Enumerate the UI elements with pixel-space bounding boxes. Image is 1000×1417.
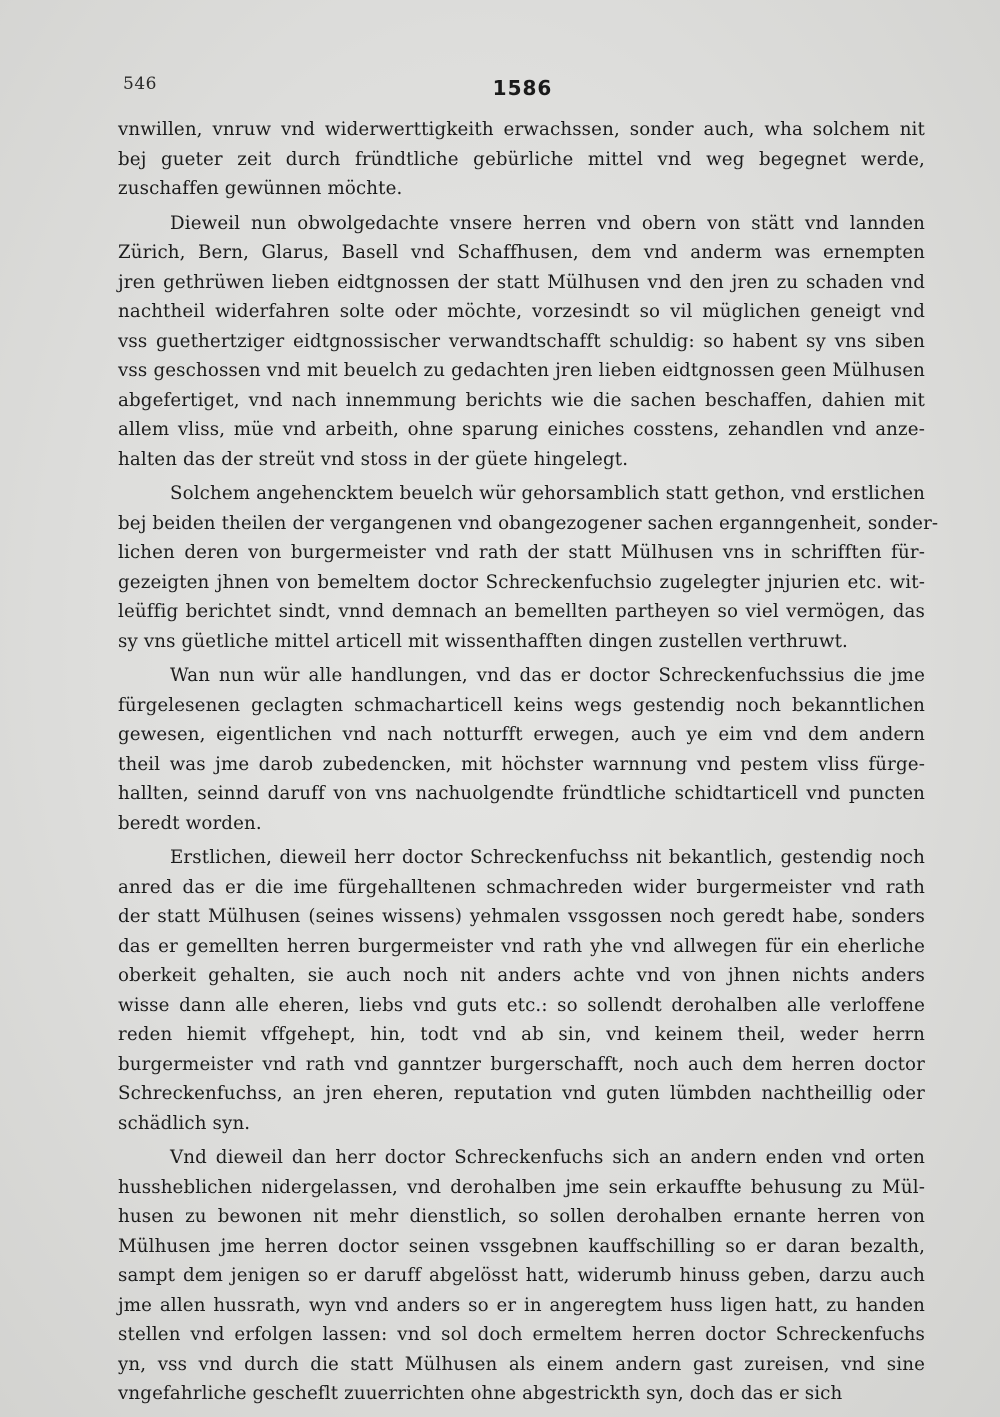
- text-line: vngefahrliche gescheflt zuuerrichten ohne abgestrickth syn, doch das er sich: [118, 1383, 843, 1404]
- paragraph: [118, 479, 939, 656]
- text-line: husen zu bewonen nit mehr dienstlich, so sollen derohalben ernante herren von: [118, 1206, 925, 1227]
- text-line: stellen vnd erfolgen lassen: vnd sol doch ermeltem herren doctor Schreckenfuchs: [118, 1324, 925, 1345]
- text-line: Mülhusen jme herren doctor seinen vssgebnen kauffschilling so er daran bezalth,: [118, 1235, 925, 1257]
- text-line: fürgelesenen geclagten schmacharticell keins wegs gestendig noch bekanntlichen: [118, 694, 925, 716]
- text-line: theil was jme darob zubedencken, mit höchster warnnung vnd pestem vliss fürge-: [118, 753, 925, 775]
- text-line: bej beiden theilen der vergangenen vnd obangezogener sachen erganngenheit, sonder-: [118, 512, 939, 534]
- text-line: halten das der streüt vnd stoss in der güete hingelegt.: [118, 448, 629, 470]
- text-line: Solchem angehencktem beuelch wür gehorsamblich statt gethon, vnd erstlichen: [170, 483, 925, 504]
- paragraph: [118, 661, 925, 838]
- paragraph: [118, 843, 925, 1138]
- text-line: yn, vss vnd durch die statt Mülhusen als einem andern gast zureisen, vnd sine: [118, 1353, 925, 1375]
- text-line: nachtheil widerfahren solte oder möchte, vorzesindt so vil müglichen geneigt vnd: [118, 301, 925, 322]
- text-line: wisse dann alle eheren, liebs vnd guts etc.: so sollendt derohalben alle verloffene: [118, 994, 925, 1016]
- text-line: zuschaffen gewünnen möchte.: [118, 178, 403, 199]
- text-line: oberkeit gehalten, sie auch noch nit anders achte vnd von jhnen nichts anders: [118, 965, 925, 986]
- text-line: vss geschossen vnd mit beuelch zu gedachten jren lieben eidtgnossen geen Mülhusen: [118, 360, 925, 381]
- text-line: beredt worden.: [118, 812, 262, 834]
- text-line: Vnd dieweil dan herr doctor Schreckenfuchs sich an andern enden vnd orten: [170, 1147, 925, 1168]
- text-line: sampt dem jenigen so er daruff abgelösst hatt, widerumb hinuss geben, darzu auch: [118, 1265, 925, 1286]
- text-line: Zürich, Bern, Glarus, Basell vnd Schaffhusen, dem vnd anderm was ernempten: [118, 242, 925, 263]
- text-line: sy vns güetliche mittel articell mit wissenthafften dingen zustellen verthruwt.: [118, 630, 848, 652]
- text-line: jren gethrüwen lieben eidtgnossen der statt Mülhusen vnd den jren zu schaden vnd: [118, 271, 925, 293]
- text-line: Dieweil nun obwolgedachte vnsere herren vnd obern von stätt vnd lannden: [170, 212, 925, 234]
- text-line: der statt Mülhusen (seines wissens) yehmalen vssgossen noch geredt habe, sonders: [118, 906, 925, 927]
- text-line: gezeigten jhnen von bemeltem doctor Schreckenfuchsio zugelegter jnjurien etc. wit-: [118, 571, 925, 593]
- text-line: Wan nun wür alle handlungen, vnd das er doctor Schreckenfuchssius die jme: [170, 665, 925, 686]
- year-heading: 1586: [492, 76, 553, 100]
- text-line: burgermeister vnd rath vnd ganntzer burgerschafft, noch auch dem herren doctor: [118, 1053, 925, 1075]
- text-line: vnwillen, vnruw vnd widerwerttigkeith erwachssen, sonder auch, wha solchem nit: [118, 119, 925, 140]
- paragraph: [118, 1143, 925, 1409]
- text-line: jme allen hussrath, wyn vnd anders so er in angeregtem huss ligen hatt, zu handen: [118, 1294, 925, 1316]
- paragraph: [118, 115, 925, 204]
- page-number: 546: [123, 74, 157, 94]
- text-line: das er gemellten herren burgermeister vnd rath yhe vnd allwegen für ein eherliche: [118, 935, 925, 957]
- text-line: reden hiemit vffgehept, hin, todt vnd ab sin, vnd keinem theil, weder herrn: [118, 1024, 925, 1045]
- text-line: anred das er die ime fürgehalltenen schmachreden wider burgermeister vnd rath: [118, 876, 925, 898]
- text-line: Schreckenfuchss, an jren eheren, reputation vnd guten lümbden nachtheillig oder: [118, 1083, 925, 1104]
- text-line: husshеblichen nidergelassen, vnd derohalben jme sein erkauffte behusung zu Mül-: [118, 1176, 925, 1198]
- text-line: vss guethertziger eidtgnossischer verwandtschafft schuldig: so habent sy vns siben: [118, 330, 925, 352]
- text-line: allem vliss, müe vnd arbeith, ohne sparung einiches cosstens, zehandlen vnd anze-: [118, 419, 925, 440]
- text-line: leüffig berichtet sindt, vnnd demnach an bemellten partheyen so viel vermögen, das: [118, 601, 925, 622]
- text-line: hallten, seinnd daruff von vns nachuolgendte fründtliche schidtarticell vnd puncten: [118, 783, 925, 804]
- text-line: bej gueter zeit durch fründtliche gebürliche mittel vnd weg begegnet werde,: [118, 148, 925, 170]
- text-line: lichen deren von burgermeister vnd rath der statt Mülhusen vns in schrifften für-: [118, 542, 925, 563]
- text-line: gewesen, eigentlichen vnd nach notturfft erwegen, auch ye eim vnd dem andern: [118, 724, 925, 745]
- text-line: Erstlichen, dieweil herr doctor Schreckenfuchss nit bekantlich, gestendig noch: [170, 847, 925, 868]
- text-line: abgefertiget, vnd nach innemmung berichts wie die sachen beschaffen, dahien mit: [118, 389, 925, 411]
- body-text: [118, 115, 939, 1409]
- text-line: schädlich syn.: [118, 1112, 251, 1134]
- paragraph: [118, 209, 925, 475]
